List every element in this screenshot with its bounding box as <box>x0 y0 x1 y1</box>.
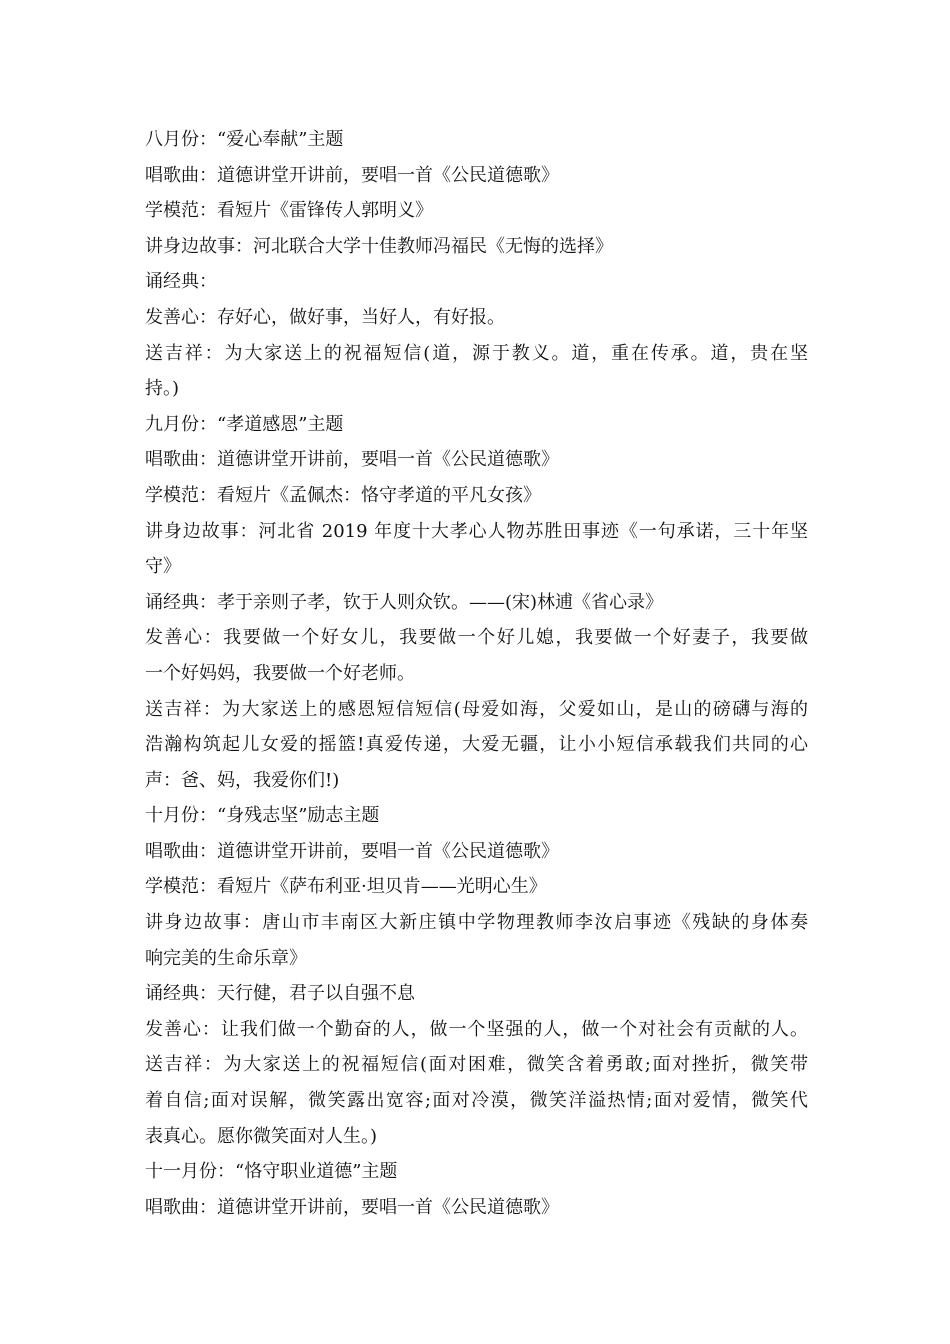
text-line: 送吉祥：为大家送上的祝福短信(道，源于教义。道，重在传承。道，贵在坚 <box>145 342 808 364</box>
text-line: 讲身边故事：河北省 2019 年度十大孝心人物苏胜田事迹《一句承诺，三十年坚 <box>145 520 808 542</box>
text-line: 十月份：“身残志坚”励志主题 <box>145 805 380 827</box>
text-line: 送吉祥：为大家送上的感恩短信短信(母爱如海，父爱如山，是山的磅礴与海的 <box>145 698 808 720</box>
document-body <box>145 122 808 1225</box>
text-line: 学模范：看短片《萨布利亚·坦贝肯——光明心生》 <box>145 876 547 898</box>
text-line: 唱歌曲：道德讲堂开讲前，要唱一首《公民道德歌》 <box>145 1196 559 1218</box>
text-line: 声：爸、妈，我爱你们!) <box>145 769 340 791</box>
text-line: 唱歌曲：道德讲堂开讲前，要唱一首《公民道德歌》 <box>145 449 559 471</box>
text-line: 八月份：“爱心奉献”主题 <box>145 129 344 150</box>
text-line: 九月份：“孝道感恩”主题 <box>145 413 344 435</box>
text-line: 唱歌曲：道德讲堂开讲前，要唱一首《公民道德歌》 <box>145 164 559 186</box>
text-line: 诵经典：孝于亲则子孝，钦于人则众钦。——(宋)林逋《省心录》 <box>145 591 664 613</box>
text-line: 学模范：看短片《雷锋传人郭明义》 <box>145 200 433 222</box>
text-line: 讲身边故事：唐山市丰南区大新庄镇中学物理教师李汝启事迹《残缺的身体奏 <box>145 912 808 934</box>
text-line: 着自信;面对误解，微笑露出宽容;面对冷漠，微笑洋溢热情;面对爱情，微笑代 <box>145 1090 808 1112</box>
text-line: 讲身边故事：河北联合大学十佳教师冯福民《无悔的选择》 <box>145 235 613 257</box>
text-line: 一个好妈妈，我要做一个好老师。 <box>145 662 415 684</box>
text-line: 发善心：让我们做一个勤奋的人，做一个坚强的人，做一个对社会有贡献的人。 <box>145 1018 808 1040</box>
text-line: 浩瀚构筑起儿女爱的摇篮!真爱传递，大爱无疆，让小小短信承载我们共同的心 <box>145 734 808 756</box>
text-line: 学模范：看短片《孟佩杰：恪守孝道的平凡女孩》 <box>145 484 541 506</box>
text-line: 送吉祥：为大家送上的祝福短信(面对困难，微笑含着勇敢;面对挫折，微笑带 <box>145 1054 808 1076</box>
text-line: 唱歌曲：道德讲堂开讲前，要唱一首《公民道德歌》 <box>145 840 559 862</box>
text-line: 响完美的生命乐章》 <box>145 947 307 969</box>
text-line: 发善心：我要做一个好女儿，我要做一个好儿媳，我要做一个好妻子，我要做 <box>145 627 808 649</box>
text-line: 诵经典： <box>145 271 217 293</box>
text-line: 表真心。愿你微笑面对人生。) <box>145 1125 378 1147</box>
text-line: 守》 <box>145 556 181 578</box>
text-line: 十一月份：“恪守职业道德”主题 <box>145 1161 398 1183</box>
text-line: 诵经典：天行健，君子以自强不息 <box>145 983 415 1005</box>
text-line: 持。) <box>145 378 180 400</box>
text-line: 发善心：存好心，做好事，当好人，有好报。 <box>145 306 505 328</box>
